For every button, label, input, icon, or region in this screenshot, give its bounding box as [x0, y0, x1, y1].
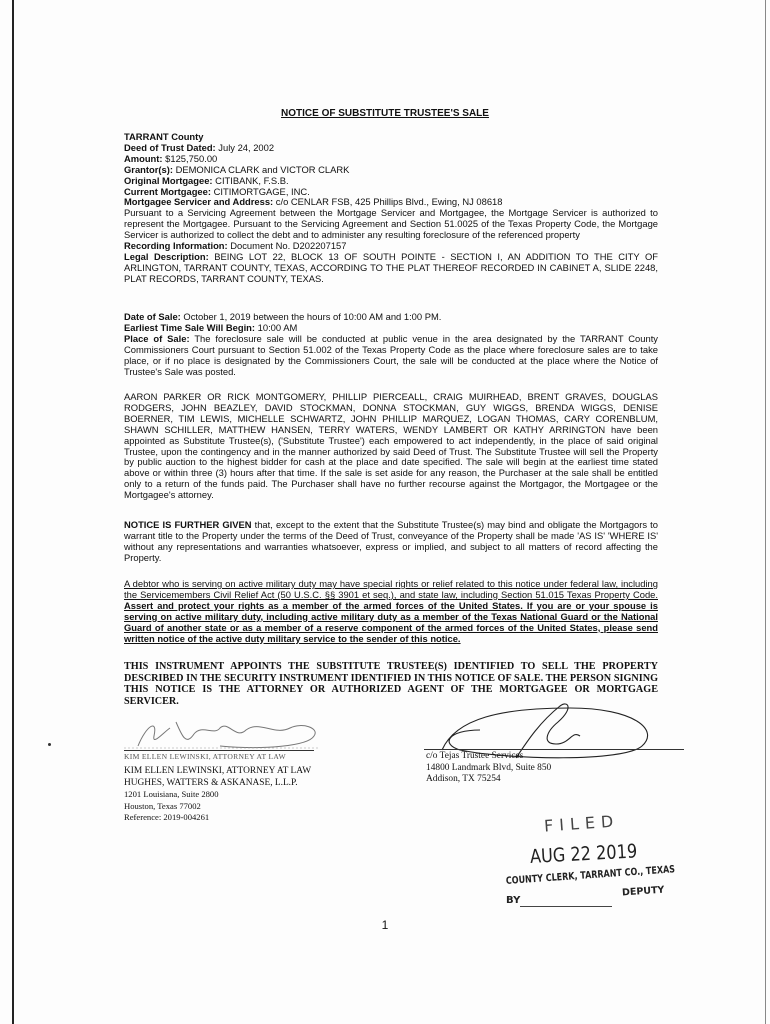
left-signer-name: KIM ELLEN LEWINSKI, ATTORNEY AT LAW [124, 766, 312, 776]
scan-edge-right [765, 0, 766, 1024]
deed-value: July 24, 2002 [215, 141, 275, 153]
right-signer-line3: Addison, TX 75254 [426, 774, 501, 785]
amount-value: $125,750.00 [162, 152, 218, 164]
legal-value: BEING LOT 22, BLOCK 13 OF SOUTH POINTE - SECTION I, AN ADDITION TO THE CITY OF ARLINGTON, TARRANT COUNTY, TEXAS, ACCORDING TO THE PLAT THEREOF RECORDED IN CABINET A, SLIDE 2248, PLAT RECORDS, TARRANT COUNTY, TEXAS. [124, 250, 658, 284]
stamp-by-line [520, 906, 612, 907]
attorney-signature [124, 706, 324, 756]
servicer-text: Pursuant to a Servicing Agreement between the Mortgage Servicer and Mortgagee, the Mortgage Servicer is authorized to represent the Mortgagee. Pursuant to the Servicing Agreement and Section 51.0025 of the Texas Property Code, the Mortgage Servicer is authorized to collect the debt and to administer any resulting foreclosure of the referenced property [124, 207, 658, 241]
legal-label: Legal Description: [124, 250, 209, 262]
left-signer-reference: Reference: 2019-004261 [124, 812, 210, 823]
servicer-value: c/o CENLAR FSB, 425 Phillips Blvd., Ewing, NJ 08618 [273, 196, 503, 208]
sale-time-value: 10:00 AM [255, 321, 298, 333]
left-signer-firm: HUGHES, WATTERS & ASKANASE, L.L.P. [124, 777, 298, 788]
appointment-statement: THIS INSTRUMENT APPOINTS THE SUBSTITUTE TRUSTEE(S) IDENTIFIED TO SELL THE PROPERTY DESCRIBED IN THE SECURITY INSTRUMENT IDENTIFIED IN THIS NOTICE OF SALE. THE PERSON SIGNING THIS NOTICE IS THE ATTORNEY OR AUTHORIZED AGENT OF THE MORTGAGEE OR MORTGAGE SERVICER. [124, 661, 658, 707]
stamp-deputy: DEPUTY [621, 884, 665, 899]
amount-label: Amount: [124, 152, 163, 164]
stamp-by: BY [506, 895, 521, 906]
notice-label: NOTICE IS FURTHER GIVEN [124, 519, 252, 530]
filed-date-stamp: AUG 22 2019 [529, 840, 638, 868]
military-bold-text: Assert and protect your rights as a member of the armed forces of the United States. If you are or your spouse is serving on active military duty, including active military duty as a member of the Texas National Guard or the National Guard of another state or as a member of a reserve component of the armed forces of the United States, please send written notice of the active duty military service to the sender of this notice. [124, 599, 658, 644]
right-signature-line [424, 749, 684, 750]
sale-date-label: Date of Sale: [124, 311, 181, 322]
trustees-paragraph: AARON PARKER OR RICK MONTGOMERY, PHILLIP PIERCEALL, CRAIG MUIRHEAD, BRENT GRAVES, DOUGLAS RODGERS, JOHN BEAZLEY, DAVID STOCKMAN, DONNA STOCKMAN, GUY WIGGS, BRENDA WIGGS, DENISE BOERNER, TIM LEWIS, MICHELLE SCHWARTZ, JOHN PHILLIP MARQUEZ, LOGAN THOMAS, CARY CORENBLUM, SHAWN SCHILLER, MATTHEW HANSEN, TERRY WATERS, WENDY LAMBERT OR KATHY ARRINGTON have been appointed as Substitute Trustee(s), ('Substitute Trustee') each empowered to act independently, in the place of said original Trustee, upon the contingency and in the manner authorized by said Deed of Trust. The Substitute Trustee will sell the Property by public auction to the highest bidder for cash at the place and date specified. The sale will begin at the earliest time stated above or within three (3) hours after that time. If the sale is set aside for any reason, the Purchaser at the sale shall be entitled only to a return of the funds paid. The Purchaser shall have no further recourse against the Mortgagor, the Mortgagee or the Mortgagee's attorney. [124, 391, 658, 501]
county-clerk-stamp: COUNTY CLERK, TARRANT CO., TEXAS [505, 864, 676, 887]
sale-details [124, 312, 658, 377]
grantor-label: Grantor(s): [124, 163, 173, 175]
filed-stamp: FILED [543, 811, 620, 836]
current-mortgagee-value: CITIMORTGAGE, INC. [210, 185, 310, 197]
deed-label: Deed of Trust Dated: [124, 141, 216, 153]
right-signer-line1: c/o Tejas Trustee Services [426, 751, 524, 761]
scan-edge-left [12, 0, 14, 1024]
current-mortgagee-label: Current Mortgagee: [124, 185, 211, 197]
county-line: TARRANT County [124, 131, 204, 142]
property-details [124, 132, 658, 285]
scan-mark [48, 743, 51, 746]
recording-label: Recording Information: [124, 240, 228, 252]
page-number: 1 [381, 918, 389, 932]
left-signer-block [124, 766, 311, 824]
original-mortgagee-label: Original Mortgagee: [124, 174, 213, 186]
recording-value: Document No. D202207157 [227, 240, 347, 252]
legal-description [124, 252, 658, 285]
sale-place-value: The foreclosure sale will be conducted at public venue in the area designated by the TARRANT County Commissioners Court pursuant to Section 51.002 of the Texas Property Code as the place where foreclosure sales are to take place, or if no place is designated by the Commissioners Court, the sale will be conducted at the place where the Notice of Trustee's Sale was posted. [124, 332, 658, 377]
original-mortgagee-value: CITIBANK, F.S.B. [212, 174, 289, 186]
left-signer-address1: 1201 Louisiana, Suite 2800 [124, 789, 219, 800]
sale-date-value: October 1, 2019 between the hours of 10:00 AM and 1:00 PM. [180, 311, 442, 322]
notice-paragraph [124, 520, 658, 564]
sale-time-label: Earliest Time Sale Will Begin: [124, 321, 256, 333]
sale-place-label: Place of Sale: [124, 332, 190, 344]
left-signer-address2: Houston, Texas 77002 [124, 800, 201, 811]
left-signature-caption: KIM ELLEN LEWINSKI, ATTORNEY AT LAW [124, 752, 287, 761]
page-title: NOTICE OF SUBSTITUTE TRUSTEE'S SALE [281, 108, 489, 119]
grantor-value: DEMONICA CLARK and VICTOR CLARK [172, 163, 350, 175]
military-text: A debtor who is serving on active military duty may have special rights or relief related to this notice under federal law, including the Servicemembers Civil Relief Act (50 U.S.C. §§ 3901 et seq.), and state law, including Section 51.015 Texas Property Code. [124, 578, 658, 600]
servicer-label: Mortgagee Servicer and Address: [124, 196, 274, 208]
right-signer-block [426, 751, 551, 786]
right-signer-line2: 14800 Landmark Blvd, Suite 850 [426, 762, 552, 773]
notice-text: that, except to the extent that the Substitute Trustee(s) may bind and obligate the Mortgagors to warrant title to the Property under the terms of the Deed of Trust, conveyance of the Property shall be made 'AS IS' 'WHERE IS' without any representations and warranties whatsoever, express or implied, and subject to all matters of record affecting the Property. [124, 519, 658, 563]
military-notice [124, 579, 658, 644]
sale-place [124, 334, 658, 378]
